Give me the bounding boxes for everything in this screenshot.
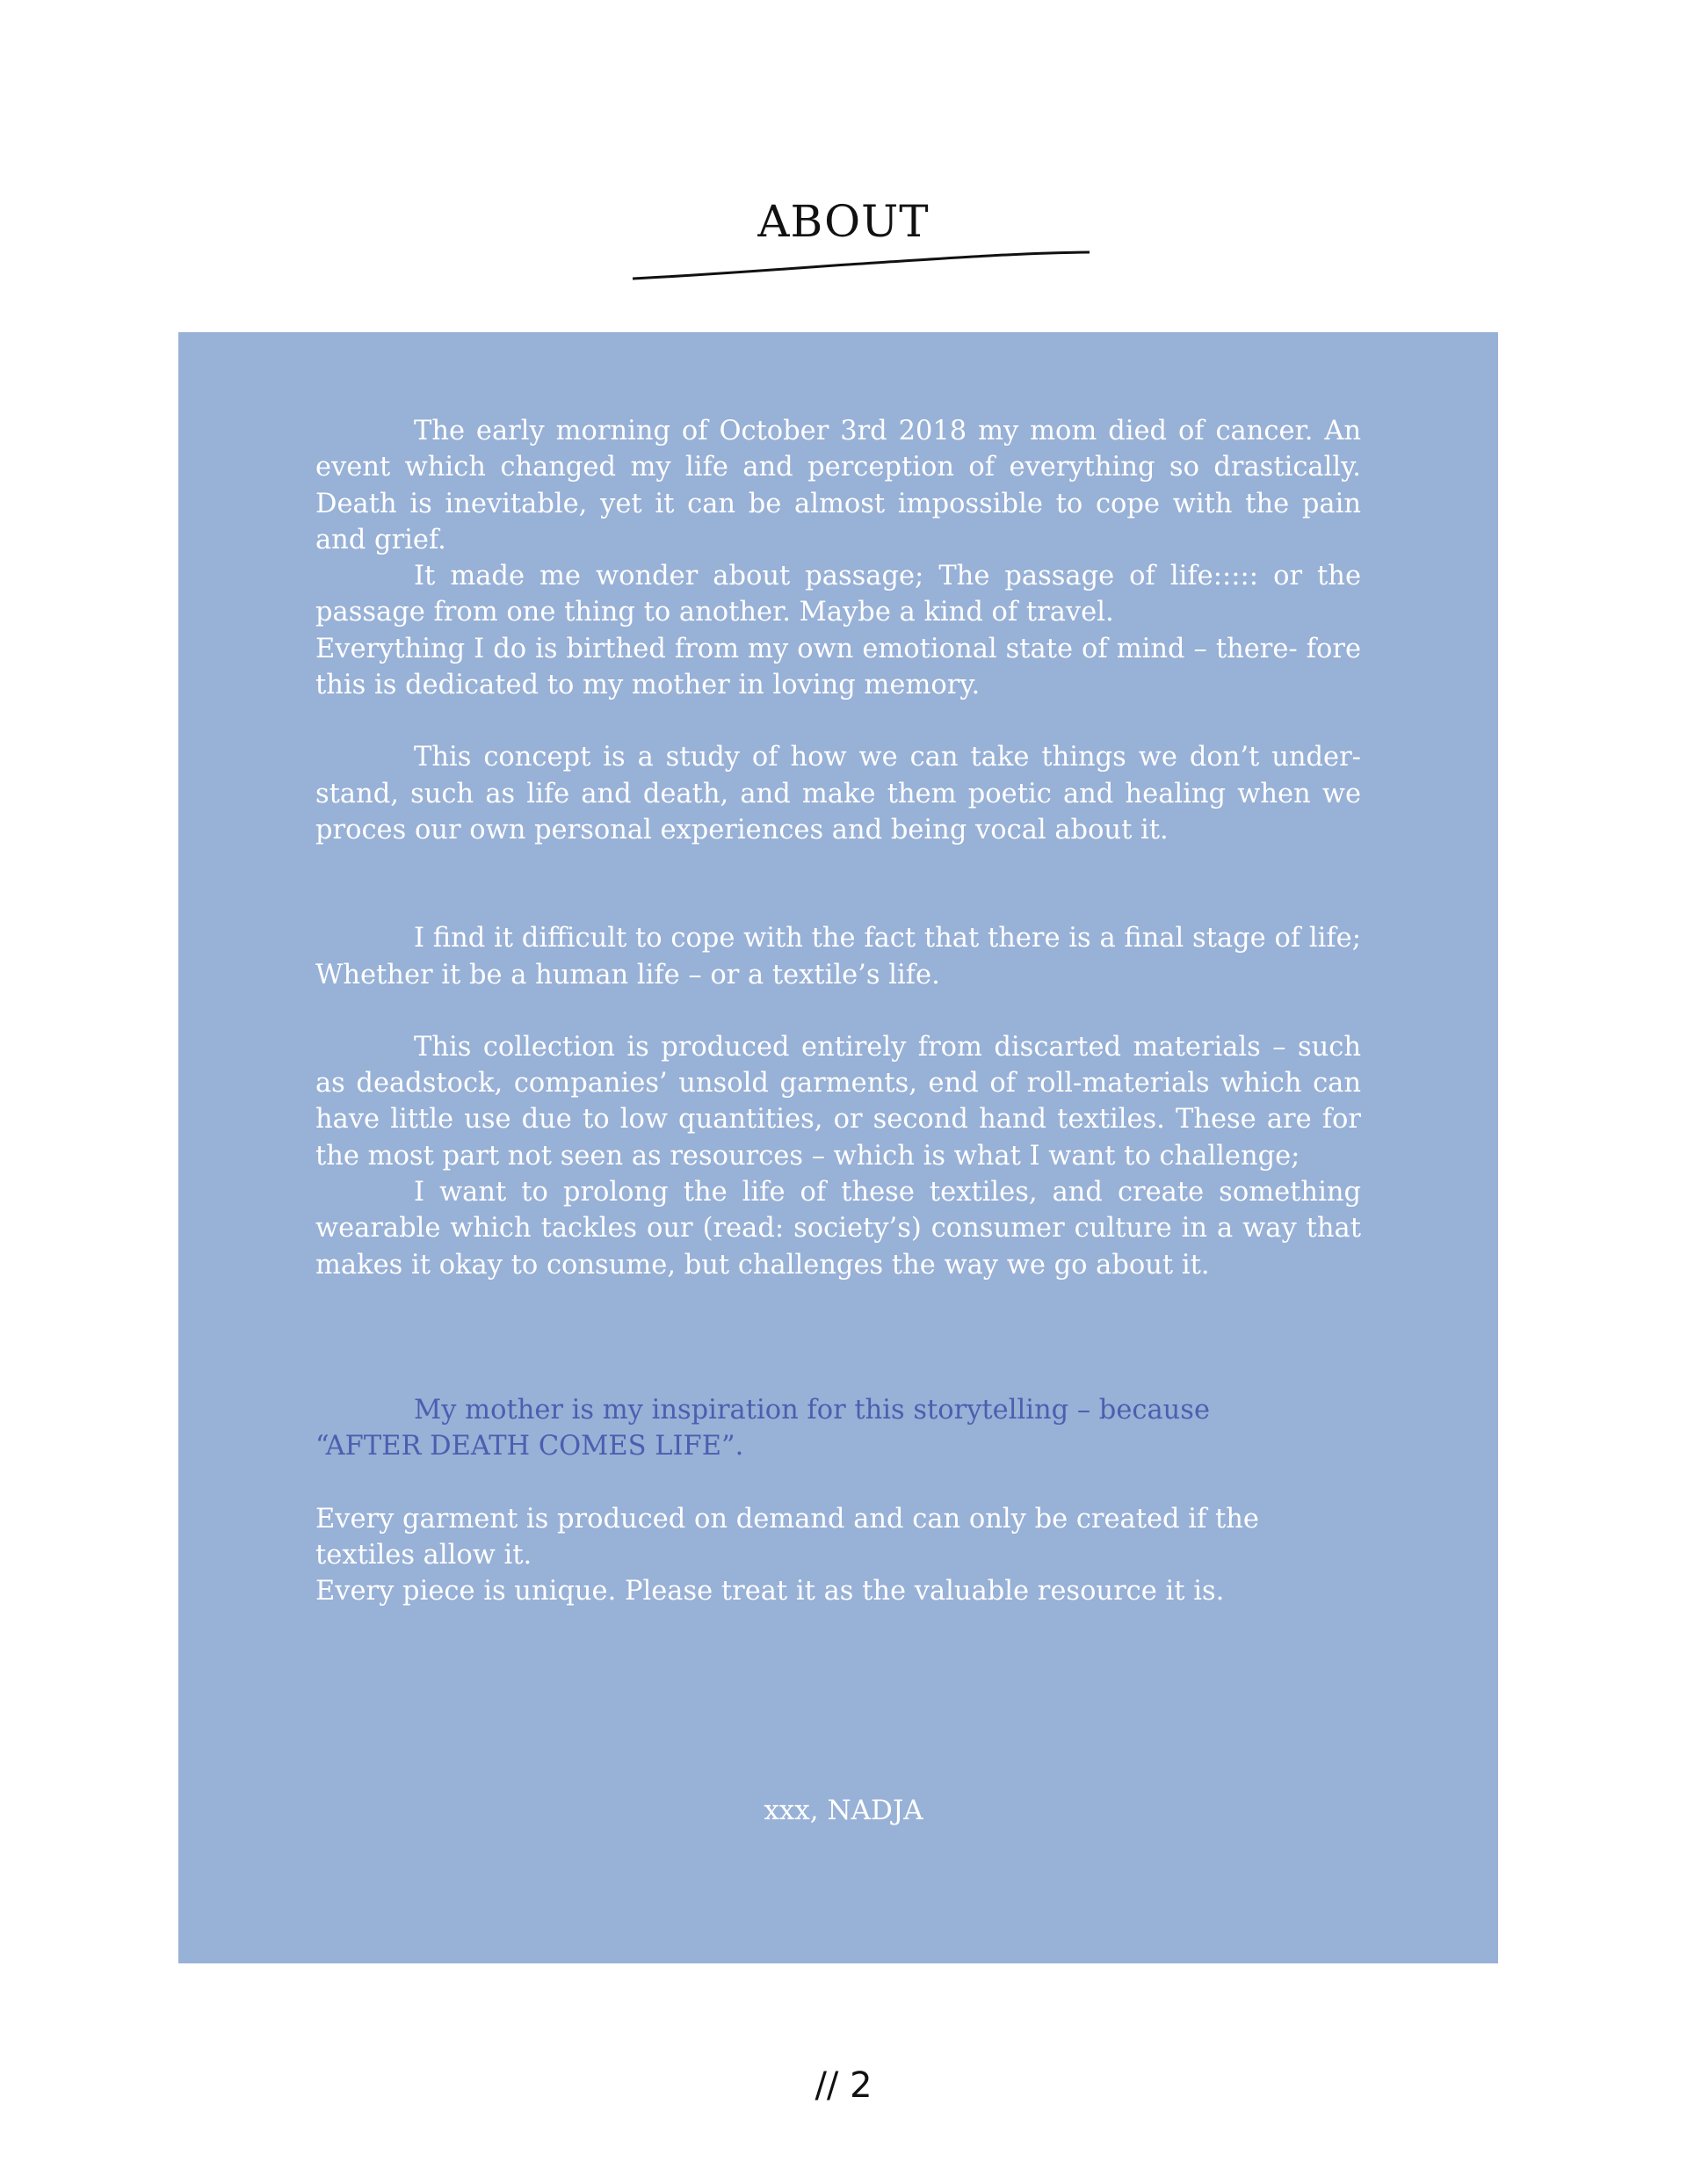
paragraph-dedication: Everything I do is birthed from my own emotional state of mind – there- fore this is dedicated to my mother in loving memory. — [315, 633, 1361, 701]
paragraph-prolong: I want to prolong the life of these textiles, and create something wearable which tackles our (read: society’s) consumer culture in a way that makes it okay to consume, but challenges the way we go about it. — [315, 1177, 1361, 1281]
paragraph-final-stage: I find it difficult to cope with the fact that there is a final stage of life; Whether it be a human life – or a textile’s life. — [315, 923, 1361, 990]
page-number: // 2 — [815, 2065, 872, 2106]
paragraph-concept: This concept is a study of how we can take things we don’t under- stand, such as life and death, and make them poetic and healing when we proces our own personal experiences and being vocal about it. — [315, 742, 1361, 845]
paragraph-passage: It made me wonder about passage; The passage of life::::: or the passage from one thing to another. Maybe a kind of travel. — [315, 561, 1361, 628]
paragraph-mother-death: The early morning of October 3rd 2018 my mom died of cancer. An event which changed my life and perception of everything so drastically. Death is inevitable, yet it can be almost impossible to cope with the pain and grief. — [315, 416, 1361, 555]
quote-line-motto: “AFTER DEATH COMES LIFE”. — [315, 1431, 744, 1462]
about-body — [315, 413, 1361, 1609]
paragraph-on-demand: Every garment is produced on demand and can only be created if the textiles allow it. — [315, 1503, 1259, 1571]
title-underline-swoosh — [633, 233, 1090, 286]
page-title: ABOUT — [757, 196, 930, 247]
paragraph-unique: Every piece is unique. Please treat it as the valuable resource it is. — [315, 1576, 1225, 1607]
paragraph-collection: This collection is produced entirely from discarted materials – such as deadstock, companies’ unsold garments, end of roll-materials which can have little use due to low quantities, or second hand textiles. These are for the most part not seen as resources – which is what I want to challenge; — [315, 1031, 1361, 1172]
signature: xxx, NADJA — [764, 1795, 923, 1826]
quote-line-inspiration: My mother is my inspiration for this storytelling – because — [414, 1394, 1210, 1426]
